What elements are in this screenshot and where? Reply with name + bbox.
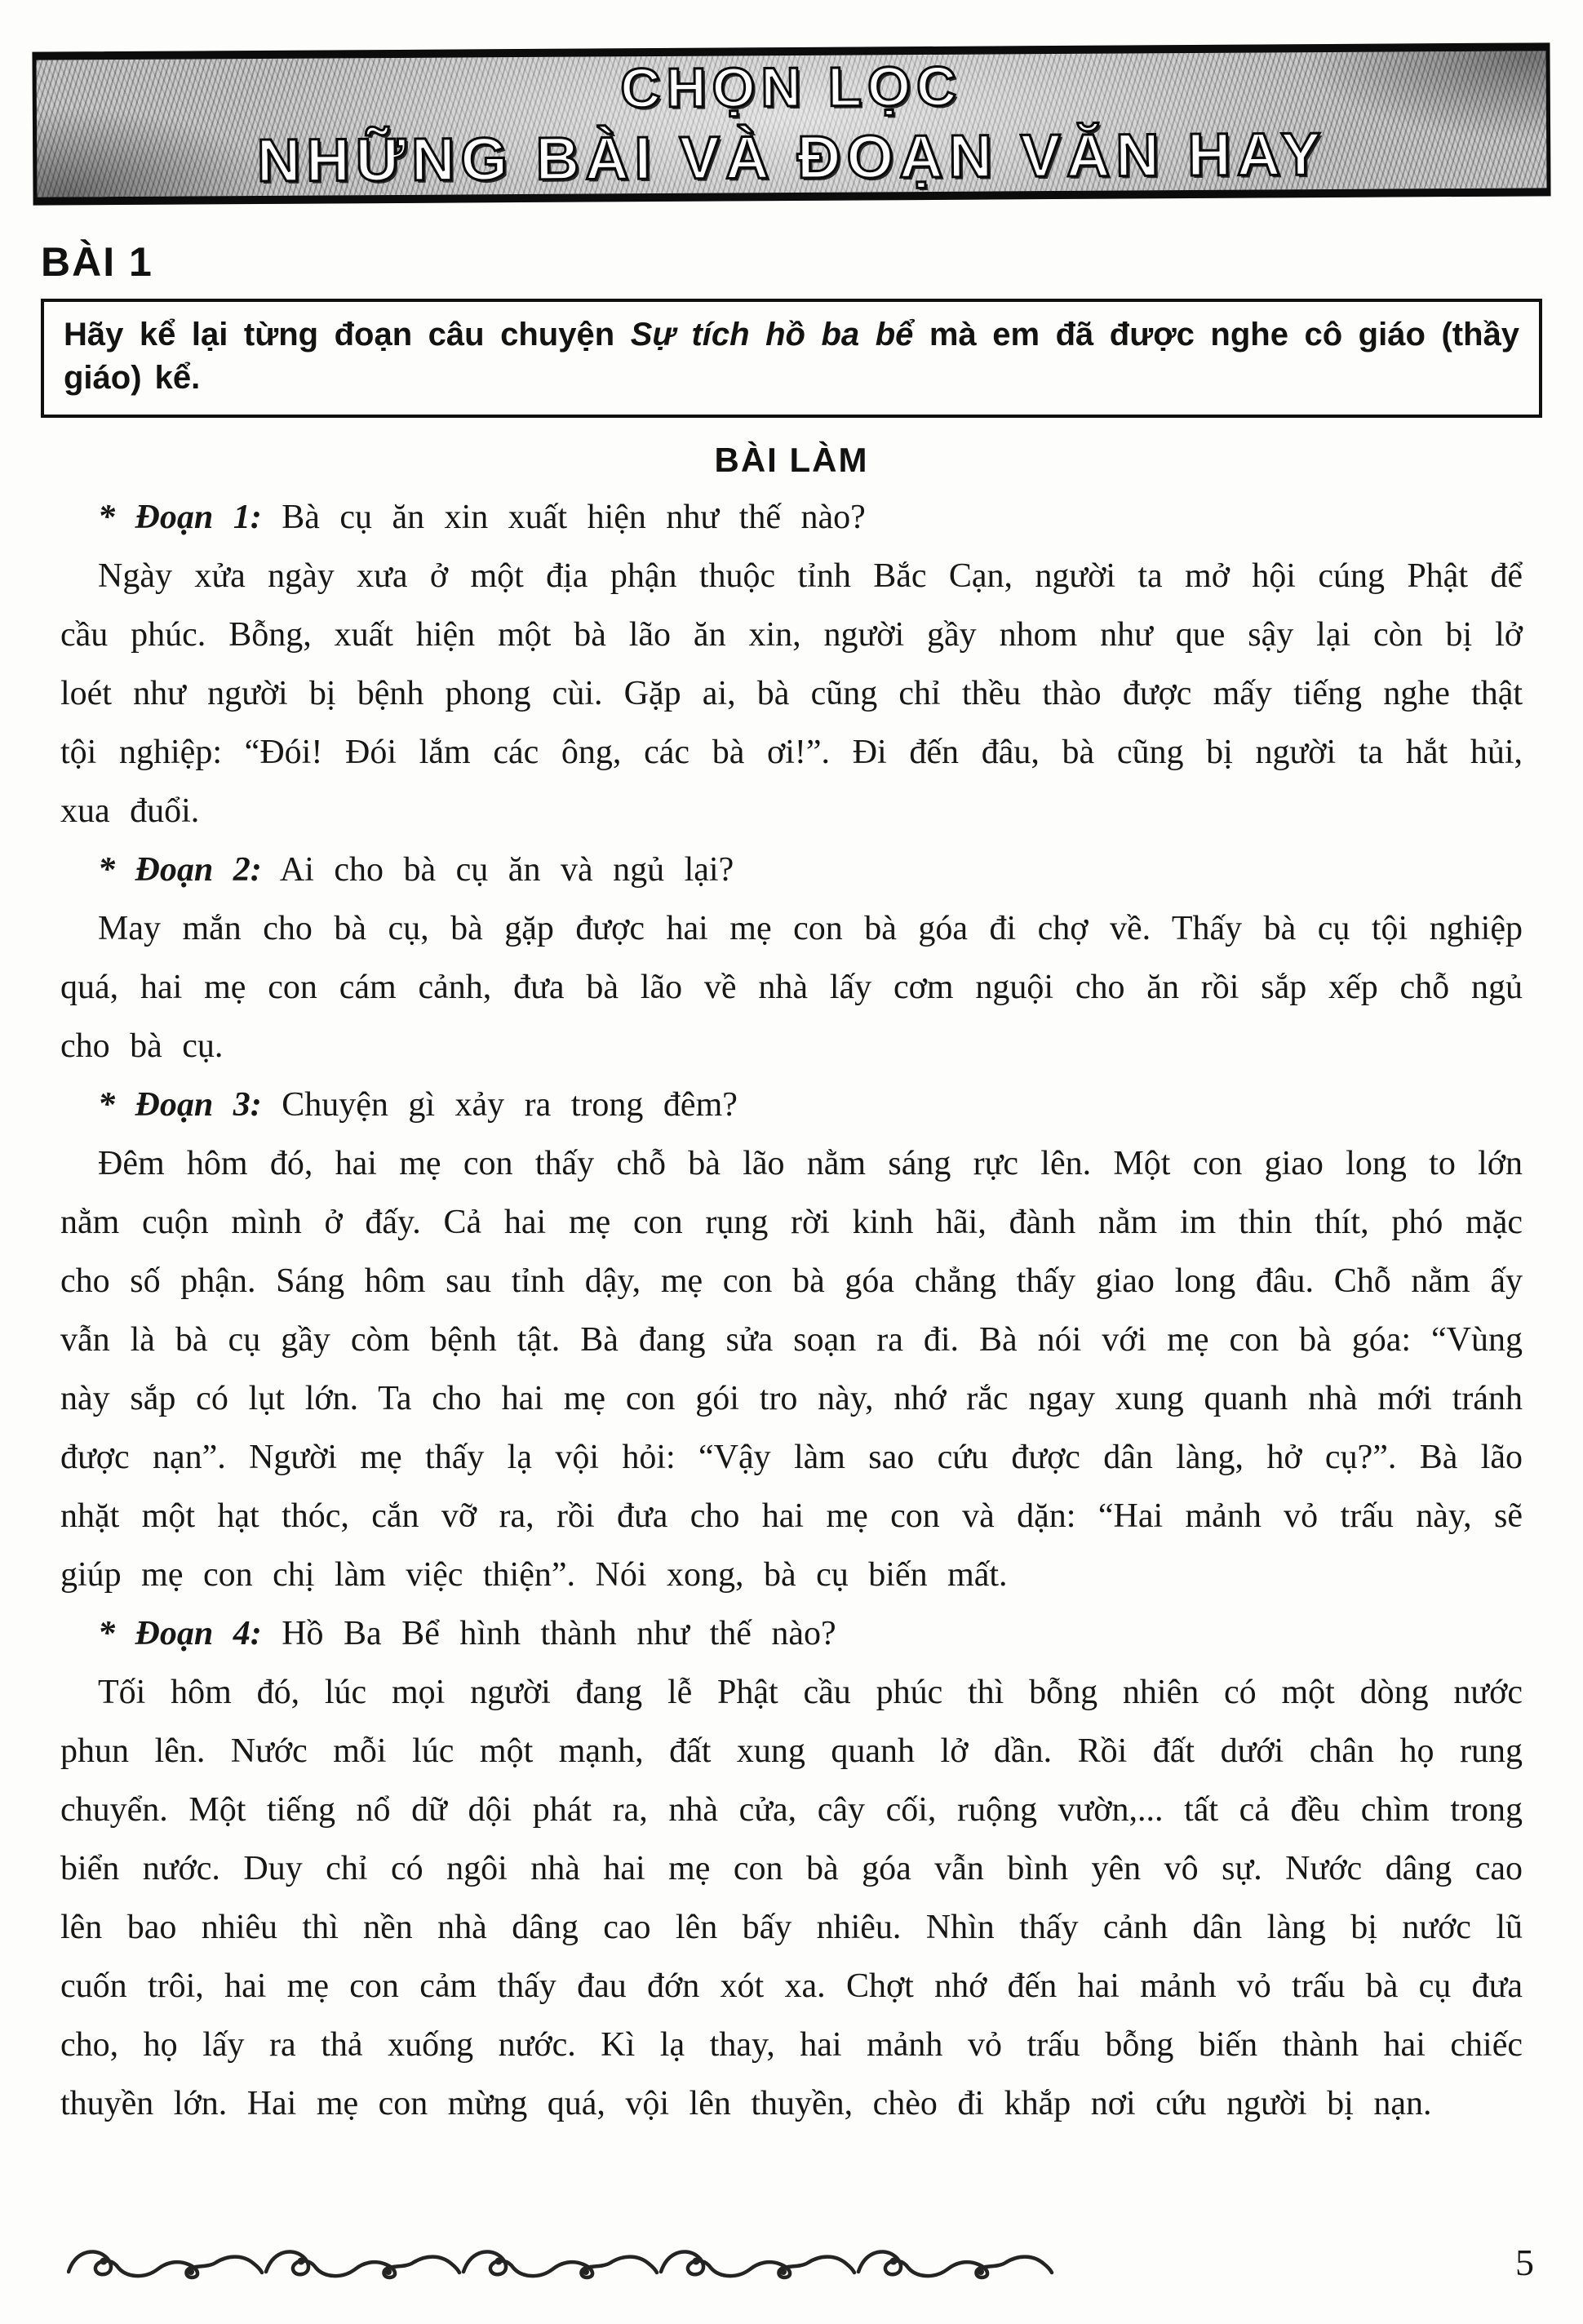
section-question-line [60,1604,1523,1663]
section-question-line [60,840,1523,899]
section-label: * Đoạn 2: [98,850,262,889]
section-paragraph: Đêm hôm đó, hai mẹ con thấy chỗ bà lão nằm sáng rực lên. Một con giao long to lớn nằm cuộn mình ở đấy. Cả hai mẹ con rụng rời kinh hãi, đành nằm im thin thít, phó mặc cho số phận. Sáng hôm sau tỉnh dậy, mẹ con bà góa chẳng thấy giao long đâu. Chỗ nằm ấy vẫn là bà cụ gầy còm bệnh tật. Bà đang sửa soạn ra đi. Bà nói với mẹ con bà góa: “Vùng này sắp có lụt lớn. Ta cho hai mẹ con gói tro này, nhớ rắc ngay xung quanh nhà mới tránh được nạn”. Người mẹ thấy lạ vội hỏi: “Vậy làm sao cứu được dân làng, hở cụ?”. Bà lão nhặt một hạt thóc, cắn vỡ ra, rồi đưa cho hai mẹ con và dặn: “Hai mảnh vỏ trấu này, sẽ giúp mẹ con chị làm việc thiện”. Nói xong, bà cụ biến mất. [60,1144,1523,1594]
page-number: 5 [1515,2242,1534,2283]
section-question: Ai cho bà cụ ăn và ngủ lại? [279,850,734,889]
prompt-text-suffix: mà em đã được nghe cô giáo (thầy giáo) kể. [64,317,1520,396]
lesson-number: BÀI 1 [41,239,153,285]
prompt-box [41,299,1542,418]
essay-section-1 [60,488,1523,840]
section-question-line [60,1076,1523,1134]
story-title: Sự tích hồ ba bể [630,317,914,353]
chapter-title-line1: CHỌN LỌC [620,55,963,120]
prompt-text-prefix: Hãy kể lại từng đoạn câu chuyện [64,317,631,353]
essay-section-3 [60,1076,1523,1604]
section-question-line [60,488,1523,547]
page-footer [67,2242,1534,2283]
section-label: * Đoạn 3: [98,1085,262,1124]
section-question: Hồ Ba Bể hình thành như thế nào? [282,1614,836,1652]
section-question: Chuyện gì xảy ra trong đêm? [282,1085,738,1124]
section-paragraph: Tối hôm đó, lúc mọi người đang lễ Phật cầu phúc thì bỗng nhiên có một dòng nước phun lên. Nước mỗi lúc một mạnh, đất xung quanh lở dần. Rồi đất dưới chân họ rung chuyển. Một tiếng nổ dữ dội phát ra, nhà cửa, cây cối, ruộng vườn,... tất cả đều chìm trong biển nước. Duy chỉ có ngôi nhà hai mẹ con bà góa vẫn bình yên vô sự. Nước dâng cao lên bao nhiêu thì nền nhà dâng cao lên bấy nhiêu. Nhìn thấy cảnh dân làng bị nước lũ cuốn trôi, hai mẹ con cảm thấy đau đớn xót xa. Chợt nhớ đến hai mảnh vỏ trấu bà cụ đưa cho, họ lấy ra thả xuống nước. Kì lạ thay, hai mảnh vỏ trấu bỗng biến thành hai chiếc thuyền lớn. Hai mẹ con mừng quá, vội lên thuyền, chèo đi khắp nơi cứu người bị nạn. [60,1673,1523,2122]
section-paragraph: Ngày xửa ngày xưa ở một địa phận thuộc tỉnh Bắc Cạn, người ta mở hội cúng Phật để cầu phúc. Bỗng, xuất hiện một bà lão ăn xin, người gầy nhom như que sậy lại còn bị lở loét như người bị bệnh phong cùi. Gặp ai, bà cũng chỉ thều thào được mấy tiếng nghe thật tội nghiệp: “Đói! Đói lắm các ông, các bà ơi!”. Đi đến đâu, bà cũng bị người ta hắt hủi, xua đuổi. [60,557,1523,830]
section-question: Bà cụ ăn xin xuất hiện như thế nào? [282,498,866,536]
essay-section-2 [60,840,1523,1076]
section-label: * Đoạn 4: [98,1614,262,1652]
essay-body [60,488,1523,2133]
footer-ornament-icon [67,2242,1054,2283]
section-paragraph: May mắn cho bà cụ, bà gặp được hai mẹ con bà góa đi chợ về. Thấy bà cụ tội nghiệp quá, hai mẹ con cám cảnh, đưa bà lão về nhà lấy cơm nguội cho ăn rồi sắp xếp chỗ ngủ cho bà cụ. [60,909,1523,1065]
essay-section-4 [60,1604,1523,2133]
work-heading: BÀI LÀM [714,440,869,479]
section-label: * Đoạn 1: [98,498,262,536]
chapter-banner [32,42,1550,205]
chapter-title-line2: NHỮNG BÀI VÀ ĐOẠN VĂN HAY [256,119,1327,194]
